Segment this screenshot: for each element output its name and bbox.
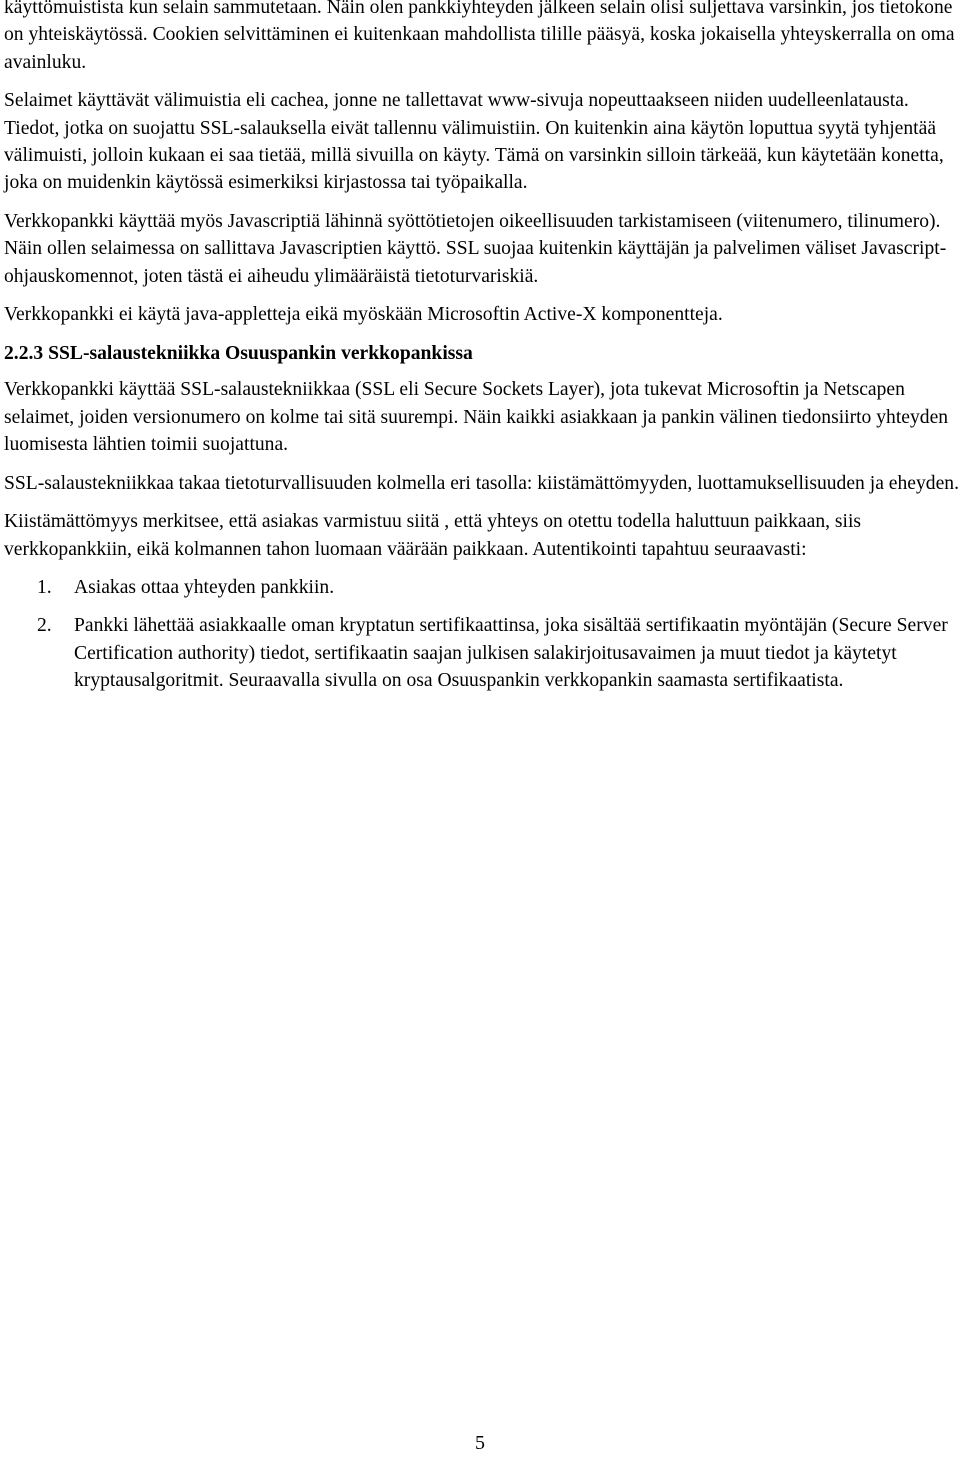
paragraph-ssl-intro: Verkkopankki käyttää SSL-salaustekniikkaa (SSL eli Secure Sockets Layer), jota tukevat Microsoftin ja Netscapen selaimet, joiden versionumero on kolme tai sitä suurempi. Näin kaikki asiakkaan ja pankin välinen tiedonsiirto yhteyden luomisesta lähtien toimii suojattuna. — [4, 379, 949, 456]
paragraph-security-levels: SSL-salaustekniikkaa takaa tietoturvallisuuden kolmella eri tasolla: kiistämättömyyden, luottamuksellisuuden ja eheyden. — [4, 472, 959, 494]
list-item — [4, 574, 960, 601]
list-item-text: Pankki lähettää asiakkaalle oman kryptatun sertifikaattinsa, joka sisältää sertifikaatin myöntäjän (Secure Server Certification authority) tiedot, sertifikaatin saajan julkisen salakirjoitusavaimen ja muut tiedot ja käytetyt kryptausalgoritmit. Seuraavalla sivulla on osa Osuuspankin verkkopankin saamasta sertifikaatista. — [74, 615, 948, 692]
list-item-text: Asiakas ottaa yhteyden pankkiin. — [74, 576, 335, 598]
paragraph-cookies: käyttömuistista kun selain sammutetaan. Näin olen pankkiyhteyden jälkeen selain olisi suljettava varsinkin, jos tietokone on yhteiskäytössä. Cookien selvittäminen ei kuitenkaan mahdollista tilille pääsyä, koska jokaisella yhteyskerralla on oma avainluku. — [4, 0, 955, 73]
document-page — [4, 0, 960, 706]
section-heading: 2.2.3 SSL-salaustekniikka Osuuspankin verkkopankissa — [4, 343, 473, 365]
list-item — [4, 612, 960, 694]
page-number: 5 — [475, 1432, 485, 1454]
paragraph-non-repudiation: Kiistämättömyys merkitsee, että asiakas varmistuu siitä , että yhteys on otettu todella haluttuun paikkaan, siis verkkopankkiin, eikä kolmannen tahon luomaan väärään paikkaan. Autentikointi tapahtuu seuraavasti: — [4, 511, 862, 560]
paragraph-javascript: Verkkopankki käyttää myös Javascriptiä lähinnä syöttötietojen oikeellisuuden tarkistamiseen (viitenumero, tilinumero). Näin ollen selaimessa on sallittava Javascriptien käyttö. SSL suojaa kuitenkin käyttäjän ja palvelimen väliset Javascript-ohjauskomennot, joten tästä ei aiheudu ylimääräistä tietoturvariskiä. — [4, 210, 947, 287]
list-item-number: 1. — [37, 576, 52, 598]
list-item-number: 2. — [37, 615, 52, 637]
authentication-steps-list — [4, 574, 960, 695]
paragraph-java-applets: Verkkopankki ei käytä java-appletteja eikä myöskään Microsoftin Active-X komponentteja. — [4, 304, 723, 326]
paragraph-cache: Selaimet käyttävät välimuistia eli cachea, jonne ne tallettavat www-sivuja nopeuttaakseen niiden uudelleenlatausta. Tiedot, jotka on suojattu SSL-salauksella eivät tallennu välimuistiin. On kuitenkin aina käytön loputtua syytä tyhjentää välimuisti, jolloin kukaan ei saa tietää, millä sivuilla on käyty. Tämä on varsinkin silloin tärkeää, kun käytetään konetta, joka on muidenkin käytössä esimerkiksi kirjastossa tai työpaikalla. — [4, 90, 944, 194]
